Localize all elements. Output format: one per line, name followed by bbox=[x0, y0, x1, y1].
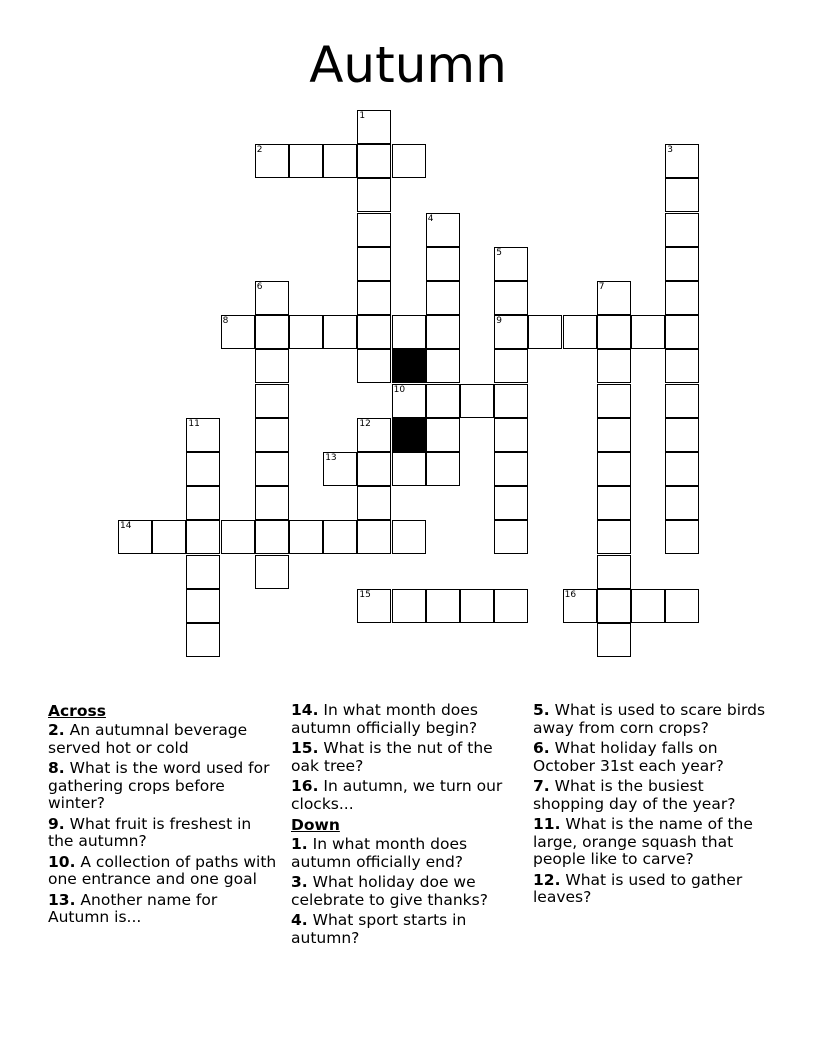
grid-cell[interactable] bbox=[289, 144, 323, 178]
grid-cell[interactable] bbox=[494, 315, 528, 349]
grid-cell[interactable] bbox=[665, 178, 699, 212]
grid-cell[interactable] bbox=[494, 486, 528, 520]
grid-cell[interactable] bbox=[597, 315, 631, 349]
grid-cell[interactable] bbox=[392, 520, 426, 554]
clue-number: 11 bbox=[188, 418, 200, 429]
grid-cell[interactable] bbox=[460, 384, 494, 418]
grid-cell[interactable] bbox=[323, 520, 357, 554]
clue-across-9: 9. What fruit is freshest in the autumn? bbox=[48, 814, 252, 850]
grid-cell[interactable] bbox=[289, 315, 323, 349]
clue-down-11: 11. What is the name of the large, orange squash that people like to carve? bbox=[533, 815, 753, 868]
grid-cell[interactable] bbox=[357, 452, 391, 486]
grid-cell[interactable] bbox=[494, 384, 528, 418]
clue-down-6: 6. What holiday falls on October 31st each year? bbox=[533, 739, 724, 775]
grid-cell[interactable] bbox=[494, 418, 528, 452]
clue-number: 14 bbox=[120, 521, 132, 532]
grid-cell[interactable] bbox=[357, 178, 391, 212]
across-heading: Across bbox=[48, 702, 106, 720]
grid-cell[interactable] bbox=[357, 418, 391, 452]
clue-number: 5 bbox=[496, 247, 502, 258]
clue-number: 9 bbox=[496, 316, 502, 327]
black-square bbox=[392, 418, 426, 452]
clues-column-3 bbox=[533, 702, 773, 910]
grid-cell[interactable] bbox=[357, 213, 391, 247]
clue-number: 3 bbox=[667, 145, 673, 156]
grid-cell[interactable] bbox=[665, 144, 699, 178]
grid-cell[interactable] bbox=[186, 486, 220, 520]
clue-down-12: 12. What is used to gather leaves? bbox=[533, 870, 743, 906]
clue-number: 1 bbox=[359, 111, 366, 121]
grid-cell[interactable] bbox=[357, 315, 391, 349]
clues-column-1 bbox=[48, 702, 280, 930]
grid-cell[interactable] bbox=[665, 349, 699, 383]
grid-cell[interactable] bbox=[426, 315, 460, 349]
grid-cell[interactable] bbox=[426, 281, 460, 315]
grid-cell[interactable] bbox=[494, 281, 528, 315]
grid-cell[interactable] bbox=[357, 520, 391, 554]
grid-cell[interactable] bbox=[665, 384, 699, 418]
grid-cell[interactable] bbox=[426, 384, 460, 418]
grid-cell[interactable] bbox=[186, 520, 220, 554]
clue-number: 2 bbox=[256, 145, 263, 156]
puzzle-title: Autumn bbox=[309, 36, 507, 94]
grid-cell[interactable] bbox=[357, 349, 391, 383]
grid-cell[interactable] bbox=[494, 520, 528, 554]
clue-down-4: 4. What sport starts in autumn? bbox=[291, 911, 467, 947]
grid-cell[interactable] bbox=[255, 349, 289, 383]
clue-number: 15 bbox=[359, 589, 371, 600]
clue-number: 7 bbox=[598, 282, 605, 292]
grid-cell[interactable] bbox=[392, 315, 426, 349]
grid-cell[interactable] bbox=[118, 520, 152, 554]
clue-across-2: 2. An autumnal beverage served hot or cold bbox=[48, 721, 248, 757]
grid-cell[interactable] bbox=[289, 520, 323, 554]
grid-cell[interactable] bbox=[357, 247, 391, 281]
grid-cell[interactable] bbox=[255, 315, 289, 349]
grid-cell[interactable] bbox=[665, 452, 699, 486]
clue-number: 10 bbox=[393, 384, 406, 395]
clue-across-14: 14. In what month does autumn officially begin? bbox=[291, 701, 478, 737]
grid-cell[interactable] bbox=[665, 281, 699, 315]
grid-cell[interactable] bbox=[221, 315, 255, 349]
clue-across-16: 16. In autumn, we turn our clocks... bbox=[291, 777, 503, 813]
grid-cell[interactable] bbox=[323, 315, 357, 349]
grid-cell[interactable] bbox=[152, 520, 186, 554]
grid-cell[interactable] bbox=[357, 110, 391, 144]
clue-down-1: 1. In what month does autumn officially end? bbox=[291, 835, 468, 871]
grid-cell[interactable] bbox=[631, 315, 665, 349]
grid-cell[interactable] bbox=[563, 315, 597, 349]
grid-cell[interactable] bbox=[392, 144, 426, 178]
grid-cell[interactable] bbox=[665, 247, 699, 281]
grid-cell[interactable] bbox=[665, 486, 699, 520]
grid-cell[interactable] bbox=[665, 418, 699, 452]
grid-cell[interactable] bbox=[631, 589, 665, 623]
grid-cell[interactable] bbox=[597, 349, 631, 383]
grid-cell[interactable] bbox=[597, 384, 631, 418]
grid-cell[interactable] bbox=[597, 452, 631, 486]
grid-cell[interactable] bbox=[494, 349, 528, 383]
grid-cell[interactable] bbox=[597, 623, 631, 657]
grid-cell[interactable] bbox=[494, 452, 528, 486]
grid-cell[interactable] bbox=[426, 247, 460, 281]
grid-cell[interactable] bbox=[665, 315, 699, 349]
grid-cell[interactable] bbox=[665, 213, 699, 247]
grid-cell[interactable] bbox=[426, 349, 460, 383]
grid-cell[interactable] bbox=[255, 520, 289, 554]
grid-cell[interactable] bbox=[665, 589, 699, 623]
grid-cell[interactable] bbox=[186, 418, 220, 452]
grid-cell[interactable] bbox=[255, 384, 289, 418]
grid-cell[interactable] bbox=[357, 281, 391, 315]
clues-column-2 bbox=[291, 702, 523, 950]
grid-cell[interactable] bbox=[426, 418, 460, 452]
clue-down-5: 5. What is used to scare birds away from corn crops? bbox=[533, 701, 766, 737]
clue-across-13: 13. Another name for Autumn is... bbox=[48, 890, 218, 926]
grid-cell[interactable] bbox=[597, 520, 631, 554]
grid-cell[interactable] bbox=[255, 452, 289, 486]
clue-down-3: 3. What holiday doe we celebrate to give thanks? bbox=[291, 873, 488, 909]
grid-cell[interactable] bbox=[323, 144, 357, 178]
clue-down-7: 7. What is the busiest shopping day of the year? bbox=[533, 777, 736, 813]
clue-number: 16 bbox=[564, 589, 577, 600]
grid-cell[interactable] bbox=[494, 247, 528, 281]
down-heading: Down bbox=[291, 816, 340, 834]
grid-cell[interactable] bbox=[357, 486, 391, 520]
grid-cell[interactable] bbox=[597, 555, 631, 589]
grid-cell[interactable] bbox=[255, 418, 289, 452]
grid-cell[interactable] bbox=[392, 589, 426, 623]
clue-number: 4 bbox=[427, 213, 434, 224]
grid-cell[interactable] bbox=[426, 452, 460, 486]
clue-number: 13 bbox=[325, 453, 337, 463]
clue-across-15: 15. What is the nut of the oak tree? bbox=[291, 739, 493, 775]
grid-cell[interactable] bbox=[221, 520, 255, 554]
clue-number: 12 bbox=[359, 418, 371, 429]
clue-number: 6 bbox=[256, 282, 263, 292]
grid-cell[interactable] bbox=[563, 589, 597, 623]
grid-cell[interactable] bbox=[460, 589, 494, 623]
grid-cell[interactable] bbox=[597, 418, 631, 452]
grid-cell[interactable] bbox=[597, 589, 631, 623]
grid-cell[interactable] bbox=[186, 589, 220, 623]
black-square bbox=[392, 349, 426, 383]
grid-cell[interactable] bbox=[494, 589, 528, 623]
grid-cell[interactable] bbox=[392, 452, 426, 486]
grid-cell[interactable] bbox=[255, 486, 289, 520]
grid-cell[interactable] bbox=[528, 315, 562, 349]
grid-cell[interactable] bbox=[597, 486, 631, 520]
grid-cell[interactable] bbox=[255, 281, 289, 315]
clue-across-10: 10. A collection of paths with one entrance and one goal bbox=[48, 852, 277, 888]
grid-cell[interactable] bbox=[323, 452, 357, 486]
grid-cell[interactable] bbox=[186, 623, 220, 657]
grid-cell[interactable] bbox=[186, 452, 220, 486]
grid-cell[interactable] bbox=[597, 281, 631, 315]
grid-cell[interactable] bbox=[392, 384, 426, 418]
grid-cell[interactable] bbox=[426, 589, 460, 623]
grid-cell[interactable] bbox=[665, 520, 699, 554]
grid-cell[interactable] bbox=[426, 213, 460, 247]
grid-cell[interactable] bbox=[255, 555, 289, 589]
clue-across-8: 8. What is the word used for gathering crops before winter? bbox=[48, 759, 270, 812]
grid-cell[interactable] bbox=[357, 589, 391, 623]
grid-cell[interactable] bbox=[357, 144, 391, 178]
grid-cell[interactable] bbox=[255, 144, 289, 178]
clue-number: 8 bbox=[222, 316, 229, 327]
grid-cell[interactable] bbox=[186, 555, 220, 589]
